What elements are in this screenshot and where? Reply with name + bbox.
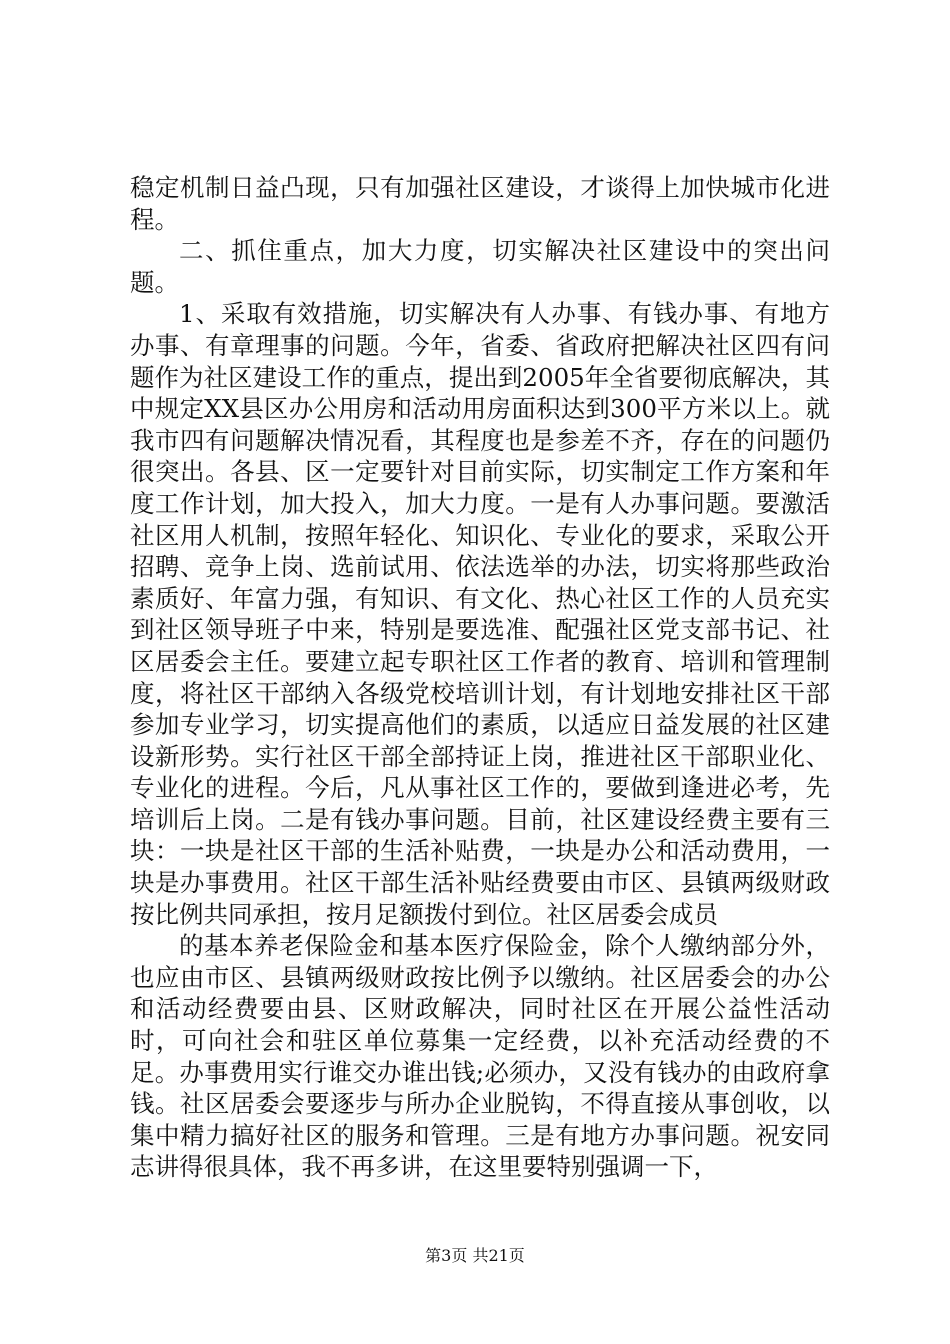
page-footer: 第3页 共21页 bbox=[425, 1246, 525, 1265]
section-heading: 二、抓住重点，加大力度，切实解决社区建设中的突出问题。 bbox=[130, 236, 830, 297]
paragraph-continuation: 稳定机制日益凸现，只有加强社区建设，才谈得上加快城市化进程。 bbox=[130, 173, 830, 234]
paragraph-measures: 1、采取有效措施，切实解决有人办事、有钱办事、有地方办事、有章理事的问题。今年，省委、省政府把解决社区四有问题作为社区建设工作的重点，提出到2005年全省要彻底解决，其中规定XX县区办公用房和活动用房面积达到300平方米以上。就我市四有问题解决情况看，其程度也是参差不齐，存在的问题仍很突出。各县、区一定要针对目前实际，切实制定工作方案和年度工作计划，加大投入，加大力度。一是有人办事问题。要激活社区用人机制，按照年轻化、知识化、专业化的要求，采取公开招聘、竞争上岗、选前试用、依法选举的办法，切实将那些政治素质好、年富力强，有知识、有文化、热心社区工作的人员充实到社区领导班子中来，特别是要选准、配强社区党支部书记、社区居委会主任。要建立起专职社区工作者的教育、培训和管理制度，将社区干部纳入各级党校培训计划，有计划地安排社区干部参加专业学习，切实提高他们的素质，以适应日益发展的社区建设新形势。实行社区干部全部持证上岗，推进社区干部职业化、专业化的进程。今后，凡从事社区工作的，要做到逢进必考，先培训后上岗。二是有钱办事问题。目前，社区建设经费主要有三块：一块是社区干部的生活补贴费，一块是办公和活动费用，一块是办事费用。社区干部生活补贴经费要由市区、县镇两级财政按比例共同承担，按月足额拨付到位。社区居委会成员 bbox=[130, 299, 830, 929]
document-body bbox=[130, 172, 830, 1183]
paragraph-funding: 的基本养老保险金和基本医疗保险金，除个人缴纳部分外，也应由市区、县镇两级财政按比例予以缴纳。社区居委会的办公和活动经费要由县、区财政解决，同时社区在开展公益性活动时，可向社会和驻区单位募集一定经费，以补充活动经费的不足。办事费用实行谁交办谁出钱;必须办，又没有钱办的由政府拿钱。社区居委会要逐步与所办企业脱钩，不得直接从事创收，以集中精力搞好社区的服务和管理。三是有地方办事问题。祝安同志讲得很具体，我不再多讲，在这里要特别强调一下， bbox=[130, 931, 830, 1182]
